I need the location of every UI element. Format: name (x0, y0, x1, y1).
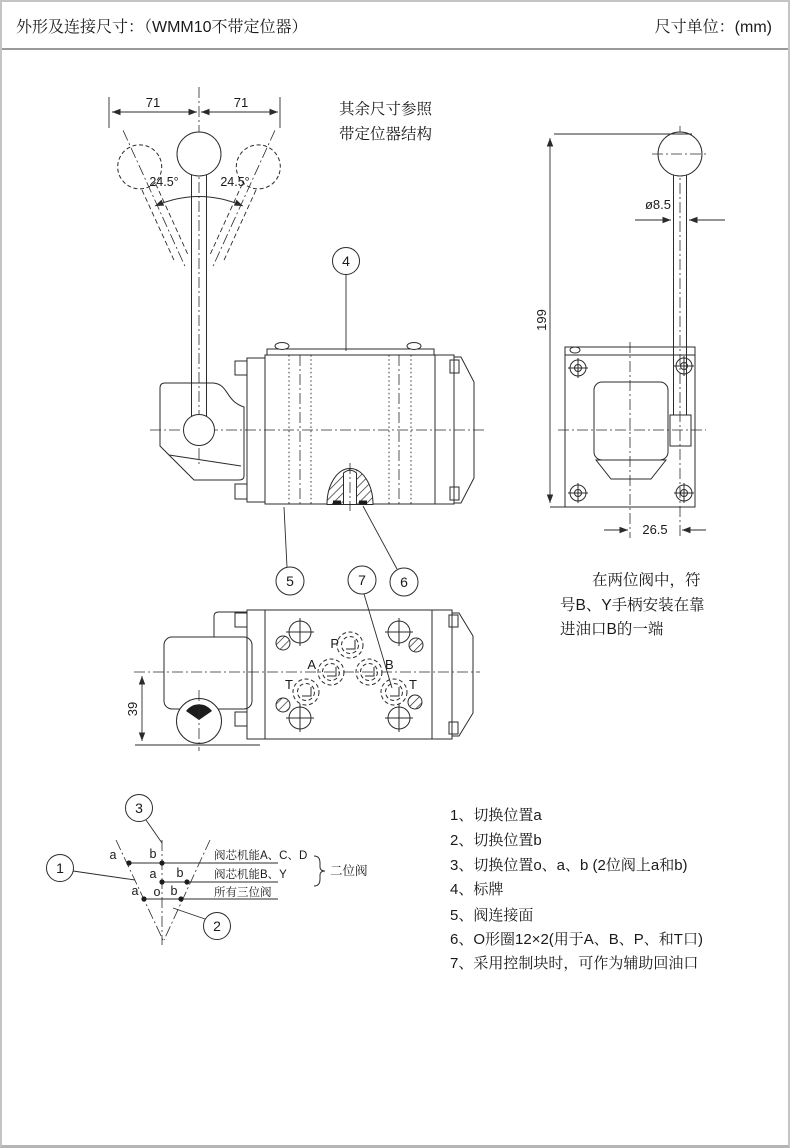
legend-item-4: 4、标牌 (450, 881, 504, 898)
port-label-t-left: T (285, 677, 293, 692)
port-t-right (381, 679, 407, 705)
port-label-p: P (330, 636, 339, 651)
pin-holes (276, 636, 423, 712)
sym-r2-a: a (149, 867, 157, 881)
legend-item-1: 1、切换位置a (450, 807, 542, 824)
balloon-7-label: 7 (358, 572, 366, 588)
legend-item-2: 2、切换位置b (450, 832, 542, 849)
bolt-holes (286, 618, 413, 732)
clevis-bracket (160, 383, 244, 480)
note-two-position-line1: 在两位阀中，符 (592, 572, 701, 589)
port-label-a: A (307, 657, 316, 672)
port-label-t-right: T (409, 677, 417, 692)
port-label-b: B (385, 657, 394, 672)
balloon-4-label: 4 (342, 253, 350, 269)
balloon-3-label: 3 (135, 800, 143, 816)
balloon-5 (276, 507, 304, 595)
port-p (337, 632, 363, 658)
screw-top-left (275, 343, 289, 350)
sym-r3-a: a (131, 884, 139, 898)
sym-r1-b: b (149, 847, 157, 861)
note-two-position-line3: 进油口B的一端 (560, 621, 664, 638)
balloon-1-label: 1 (56, 860, 64, 876)
note-two-position-line2: 号B、Y手柄安装在靠 (560, 597, 705, 614)
balloon-5-label: 5 (286, 573, 294, 589)
balloon-1 (47, 855, 136, 882)
bottom-port-view (125, 610, 480, 751)
legend-item-6: 6、O形圈12×2(用于A、B、P、和T口) (450, 931, 703, 948)
symbol-diagram (47, 795, 368, 946)
sym-row3-label: 所有三位阀 (214, 887, 272, 899)
dim-26-label: 26.5 (642, 522, 668, 537)
lever-swing-view (103, 87, 432, 467)
sym-row1-label: 阀芯机能A、C、D (214, 850, 308, 862)
balloon-3 (126, 795, 163, 844)
side-view (534, 126, 725, 538)
dim-angle-left: 24.5° (149, 175, 179, 189)
screw-top-right (407, 343, 421, 350)
dim-39-label: 39 (125, 701, 140, 717)
dim-lever-offset (604, 522, 706, 537)
brace (314, 856, 325, 886)
note-two-position (560, 571, 705, 638)
dim-lever-throw (109, 95, 280, 128)
brace-label: 二位阀 (330, 864, 368, 878)
dim-199-label: 199 (534, 309, 549, 331)
mounting-screws (568, 356, 694, 503)
port-dome (327, 463, 373, 511)
legend (450, 807, 703, 972)
balloon-2 (173, 908, 231, 940)
lever-pivot (184, 415, 215, 446)
dim-71-left: 71 (145, 95, 161, 110)
sym-r3-b: b (170, 884, 178, 898)
sym-r2-b: b (176, 866, 184, 880)
balloon-2-label: 2 (213, 918, 221, 934)
note-reference-line1: 其余尺寸参照 (339, 101, 433, 118)
page-title: 外形及连接尺寸：（WMM10不带定位器） (16, 19, 308, 36)
sym-row2-label: 阀芯机能B、Y (214, 869, 287, 881)
balloon-6-label: 6 (400, 574, 408, 590)
sym-r1-a: a (109, 848, 117, 862)
port-t-left (293, 679, 319, 705)
dim-angle-right: 24.5° (220, 175, 250, 189)
dim-71-right: 71 (233, 95, 249, 110)
legend-item-3: 3、切换位置o、a、b (2位阀上a和b) (450, 857, 688, 874)
sym-r3-o: o (153, 885, 161, 899)
units-label: 尺寸单位：(mm) (654, 19, 772, 36)
legend-item-5: 5、阀连接面 (450, 907, 534, 924)
port-face (265, 610, 432, 739)
technical-drawing (2, 2, 790, 1148)
balloon-4 (333, 248, 360, 352)
note-reference-line2: 带定位器结构 (339, 126, 433, 143)
front-view (150, 343, 485, 512)
legend-item-7: 7、采用控制块时，可作为辅助回油口 (450, 955, 699, 972)
lever-knob (177, 132, 221, 176)
dim-dia-label: ø8.5 (644, 197, 672, 212)
